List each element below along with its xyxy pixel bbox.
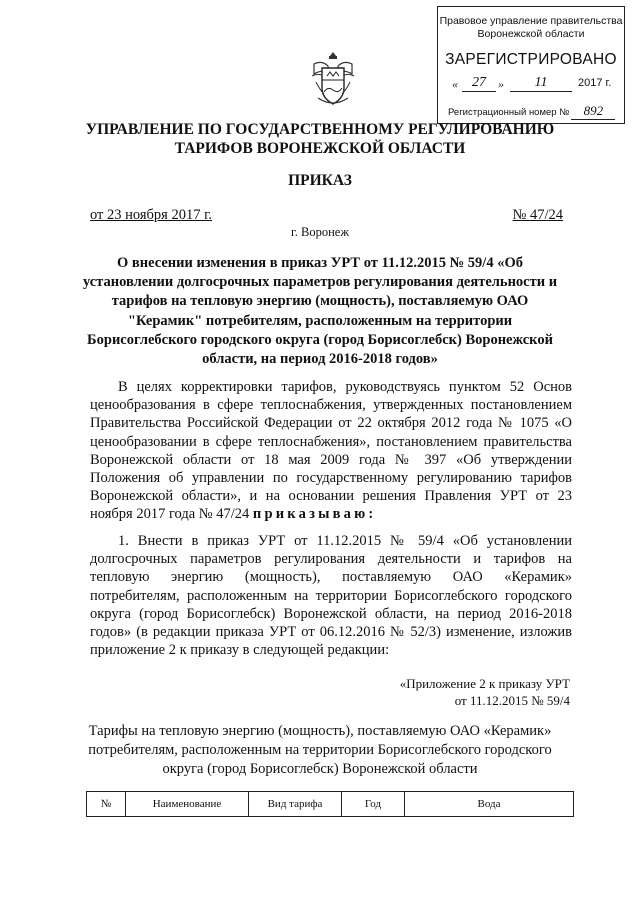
stamp-date-line <box>452 77 616 93</box>
stamp-authority-line1: Правовое управление правительства <box>439 15 623 27</box>
col-header-year: Год <box>342 792 405 817</box>
document-city: г. Воронеж <box>291 225 349 239</box>
appendix-reference <box>330 676 570 709</box>
stamp-day: 27 <box>462 75 496 92</box>
col-header-tariff-type: Вид тарифа <box>249 792 342 817</box>
stamp-year: 2017 г. <box>578 77 612 89</box>
stamp-number-label: Регистрационный номер № <box>448 107 570 118</box>
org-name-line2: ТАРИФОВ ВОРОНЕЖСКОЙ ОБЛАСТИ <box>174 140 466 157</box>
tariff-table-title: Тарифы на тепловую энергию (мощность), поставляемую ОАО «Керамик» потребителям, расположенным на территории Борисоглебского городского округа (город Борисоглебск) Воронежской области <box>88 723 552 778</box>
stamp-close-quote: » <box>498 77 504 91</box>
stamp-number-value: 892 <box>571 103 615 120</box>
appendix-ref-line2: от 11.12.2015 № 59/4 <box>454 692 570 708</box>
stamp-registered-label: ЗАРЕГИСТРИРОВАНО <box>445 51 617 68</box>
document-subject: О внесении изменения в приказ УРТ от 11.12.2015 № 59/4 «Об установлении долгосрочных параметров регулирования деятельности и тарифов на тепловую энергию (мощность), поставляемую ОАО "Керамик" потребителям, расположенным на территории Борисоглебского городского округа (город Борисоглебск) Воронежской области, на период 2016-2018 годов» <box>82 255 558 368</box>
document-type: ПРИКАЗ <box>288 172 352 189</box>
org-name-line1: УПРАВЛЕНИЕ ПО ГОСУДАРСТВЕННОМУ РЕГУЛИРОВАНИЮ <box>85 121 555 138</box>
appendix-ref-line1: «Приложение 2 к приказу УРТ <box>399 676 570 691</box>
preamble-text: В целях корректировки тарифов, руководствуясь пунктом 52 Основ ценообразования в сфере теплоснабжения, утвержденных постановлением Правительства Российской Федерации от 22 октября 2012 года № 1075 «О ценообразовании в сфере теплоснабжения», постановлением правительства Воронежской области от 18 мая 2009 года № 397 «Об утверждении Положения об управлении по государственному регулированию тарифов Воронежской области», и на основании решения Правления УРТ от 23 ноября 2017 года № 47/24 <box>90 379 572 523</box>
stamp-authority-line2: Воронежской области <box>477 28 585 40</box>
coat-of-arms-icon <box>310 50 356 108</box>
preamble-paragraph <box>90 378 572 524</box>
col-header-water: Вода <box>405 792 574 817</box>
stamp-month: 11 <box>510 75 572 92</box>
order-keyword: приказываю: <box>252 506 377 523</box>
stamp-number-line <box>448 103 618 120</box>
tariff-table <box>86 791 574 817</box>
registration-stamp <box>437 6 625 124</box>
stamp-open-quote: « <box>452 77 458 91</box>
col-header-number: № <box>87 792 126 817</box>
table-header-row <box>87 792 574 817</box>
document-date: от 23 ноября 2017 г. <box>90 207 213 223</box>
col-header-name: Наименование <box>126 792 249 817</box>
clause-1-paragraph: 1. Внести в приказ УРТ от 11.12.2015 № 59/4 «Об установлении долгосрочных параметров регулирования деятельности и тарифов на тепловую энергию (мощность), поставляемую ОАО «Керамик» потребителям, расположенным на территории Борисоглебского городского округа (город Борисоглебск) Воронежской области, на период 2016-2018 годов» (в редакции приказа УРТ от 06.12.2016 № 52/3) изменение, изложив приложение 2 к приказу в следующей редакции: <box>90 533 572 659</box>
document-number: № 47/24 <box>512 207 563 223</box>
